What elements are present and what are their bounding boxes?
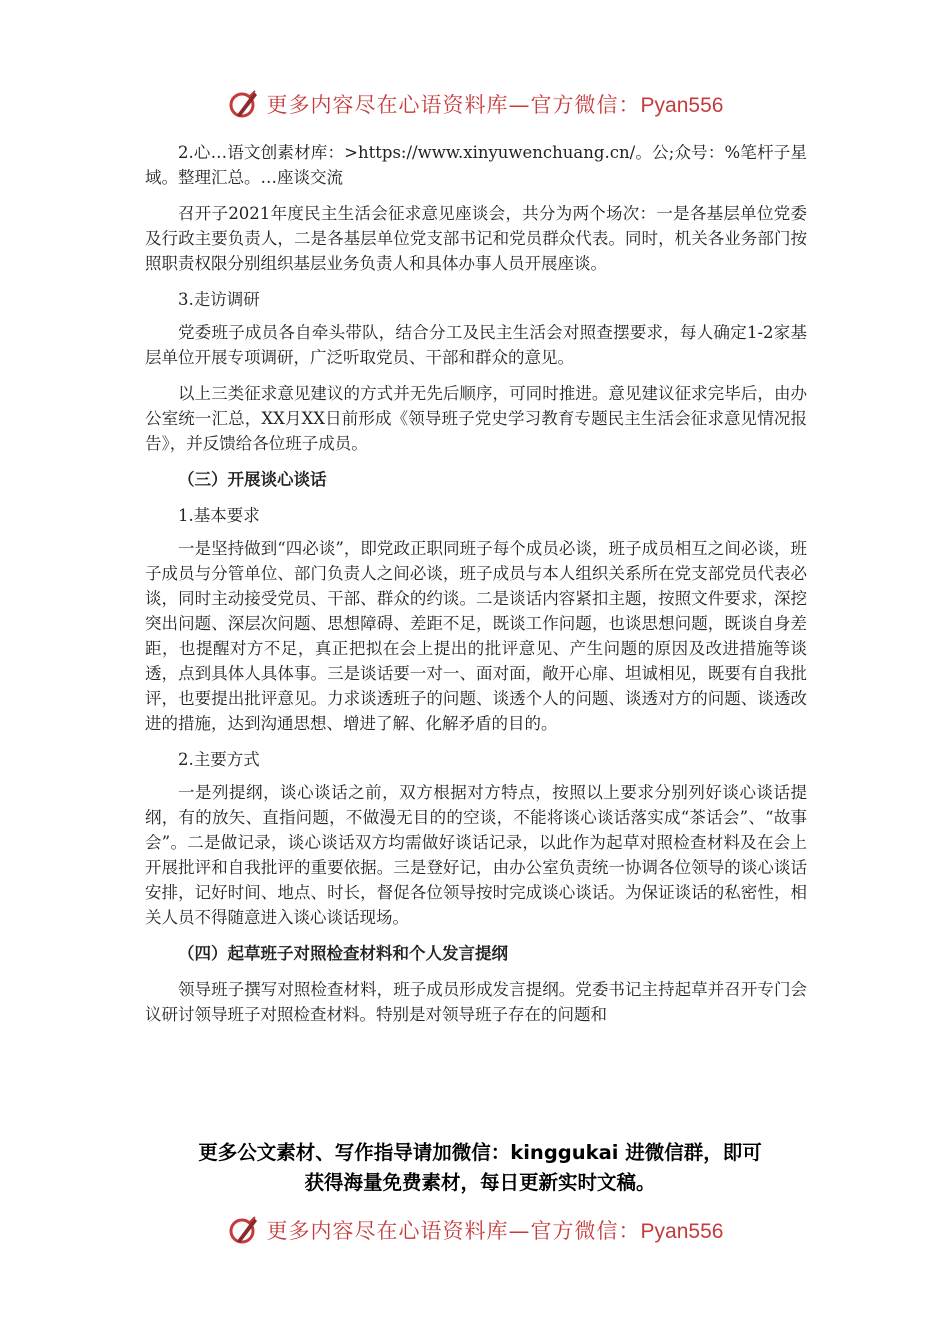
paragraph: 召开子2021年度民主生活会征求意见座谈会，共分为两个场次：一是各基层单位党委及行政主要负责人，二是各基层单位党支部书记和党员群众代表。同时，机关各业务部门按照职责权限分别组织基层业务负责人和具体办事人员开展座谈。 xyxy=(145,204,807,273)
paragraph: 2.心…语文创素材库：>https://www.xinyuwenchuang.cn/。公;众号：%笔杆子星域。整理汇总。…座谈交流 xyxy=(145,143,807,187)
banner-wechat-id: Pyan556 xyxy=(640,94,724,117)
paragraph: 一是坚持做到“四必谈”，即党政正职同班子每个成员必谈，班子成员相互之间必谈，班子成员与分管单位、部门负责人之间必谈，班子成员与本人组织关系所在党支部党员代表必谈，同时主动接受党员、干部、群众的约谈。二是谈话内容紧扣主题，按照文件要求，深挖突出问题、深层次问题、思想障碍、差距不足，既谈工作问题，也谈思想问题，既谈自身差距，也提醒对方不足，真正把拟在会上提出的批评意见、产生问题的原因及改进措施等谈透，点到具体人具体事。三是谈话要一对一、面对面，敞开心扉、坦诚相见，既要有自我批评，也要提出批评意见。力求谈透班子的问题、谈透个人的问题、谈透对方的问题、谈透改进的措施，达到沟通思想、增进了解、化解矛盾的目的。 xyxy=(145,539,807,733)
footer-banner xyxy=(0,1210,950,1250)
quill-ring-logo-icon xyxy=(227,87,261,121)
banner-text xyxy=(267,1215,724,1245)
paragraph: 党委班子成员各自牵头带队，结合分工及民主生活会对照查摆要求，每人确定1-2家基层单位开展专项调研，广泛听取党员、干部和群众的意见。 xyxy=(145,323,807,367)
subheading: 2.主要方式 xyxy=(178,750,260,769)
paragraph: 一是列提纲，谈心谈话之前，双方根据对方特点，按照以上要求分别列好谈心谈话提纲，有的放矢、直指问题，不做漫无目的的空谈，不能将谈心谈话落实成“茶话会”、“故事会”。二是做记录，谈心谈话双方均需做好谈话记录，以此作为起草对照检查材料及在会上开展批评和自我批评的重要依据。三是登好记，由办公室负责统一协调各位领导的谈心谈话安排，记好时间、地点、时长，督促各位领导按时完成谈心谈话。为保证谈话的私密性，相关人员不得随意进入谈心谈话现场。 xyxy=(145,783,807,927)
subheading: 3.走访调研 xyxy=(178,290,260,309)
promo-text xyxy=(100,1138,860,1198)
banner-main-text: 更多内容尽在心语资料库—官方微信： xyxy=(266,93,641,117)
section-heading: （三）开展谈心谈话 xyxy=(178,470,327,489)
quill-ring-logo-icon xyxy=(227,1213,261,1247)
header-banner xyxy=(0,84,950,124)
paragraph: 领导班子撰写对照检查材料，班子成员形成发言提纲。党委书记主持起草并召开专门会议研讨领导班子对照检查材料。特别是对领导班子存在的问题和 xyxy=(145,980,807,1024)
section-heading: （四）起草班子对照检查材料和个人发言提纲 xyxy=(178,944,508,963)
promo-line-1: 更多公文素材、写作指导请加微信：kinggukai 进微信群，即可 xyxy=(198,1141,762,1164)
paragraph: 以上三类征求意见建议的方式并无先后顺序，可同时推进。意见建议征求完毕后，由办公室统一汇总，XX月XX日前形成《领导班子党史学习教育专题民主生活会征求意见情况报告》，并反馈给各位班子成员。 xyxy=(145,384,807,453)
banner-text xyxy=(267,89,724,119)
banner-main-text: 更多内容尽在心语资料库—官方微信： xyxy=(266,1219,641,1243)
promo-line-2: 获得海量免费素材，每日更新实时文稿。 xyxy=(304,1171,656,1194)
banner-wechat-id: Pyan556 xyxy=(640,1220,724,1243)
subheading: 1.基本要求 xyxy=(178,506,260,525)
document-body xyxy=(145,140,807,1038)
